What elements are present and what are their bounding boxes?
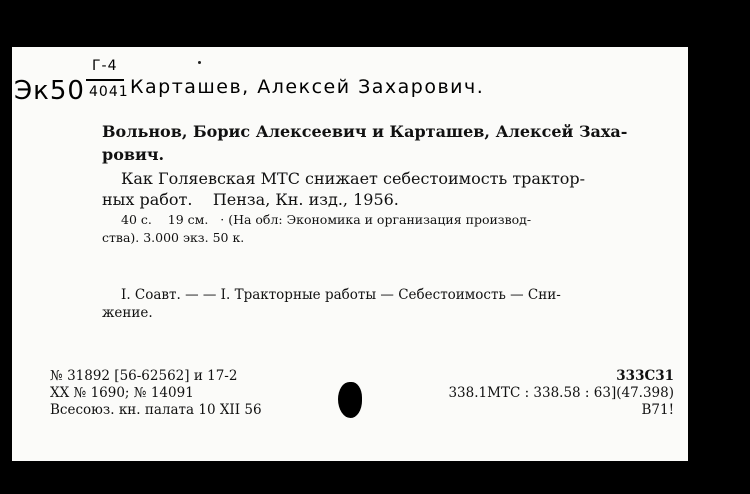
shelf-mark-main: Эк50 [14, 76, 85, 106]
shelf-mark-bottom: 4041 [89, 84, 129, 100]
shelf-mark-fraction-line [86, 79, 124, 81]
shelf-mark-top: Г-4 [92, 58, 118, 74]
ink-smudge [338, 382, 362, 418]
entry-physical-line2: ства). 3.000 экз. 50 к. [102, 230, 245, 245]
footer-right-line1: 333С31 [616, 368, 674, 384]
handwritten-author-heading: Карташев, Алексей Захарович. [130, 76, 485, 98]
tracings-line2: жение. [102, 305, 153, 321]
entry-authors-line2: рович. [102, 145, 165, 164]
footer-left-line1: № 31892 [56-62562] и 17-2 [50, 368, 238, 384]
footer-right-line3: В71! [641, 402, 674, 418]
ink-dot [198, 61, 201, 64]
entry-authors-line1: Вольнов, Борис Алексеевич и Карташев, Алексей Заха- [102, 122, 628, 141]
tracings-line1: I. Соавт. — — I. Тракторные работы — Себестоимость — Сни- [121, 287, 561, 303]
entry-physical-line1: 40 с. 19 см. · (На обл: Экономика и организация производ- [121, 212, 532, 227]
footer-left-line3: Всесоюз. кн. палата 10 XII 56 [50, 402, 262, 418]
entry-title-line2: ных работ. Пенза, Кн. изд., 1956. [102, 190, 399, 209]
footer-left-line2: XX № 1690; № 14091 [50, 385, 194, 401]
catalog-card [12, 47, 688, 461]
footer-right-line2: 338.1МТС : 338.58 : 63](47.398) [448, 385, 674, 401]
entry-title-line1: Как Голяевская МТС снижает себестоимость трактор- [121, 169, 586, 188]
